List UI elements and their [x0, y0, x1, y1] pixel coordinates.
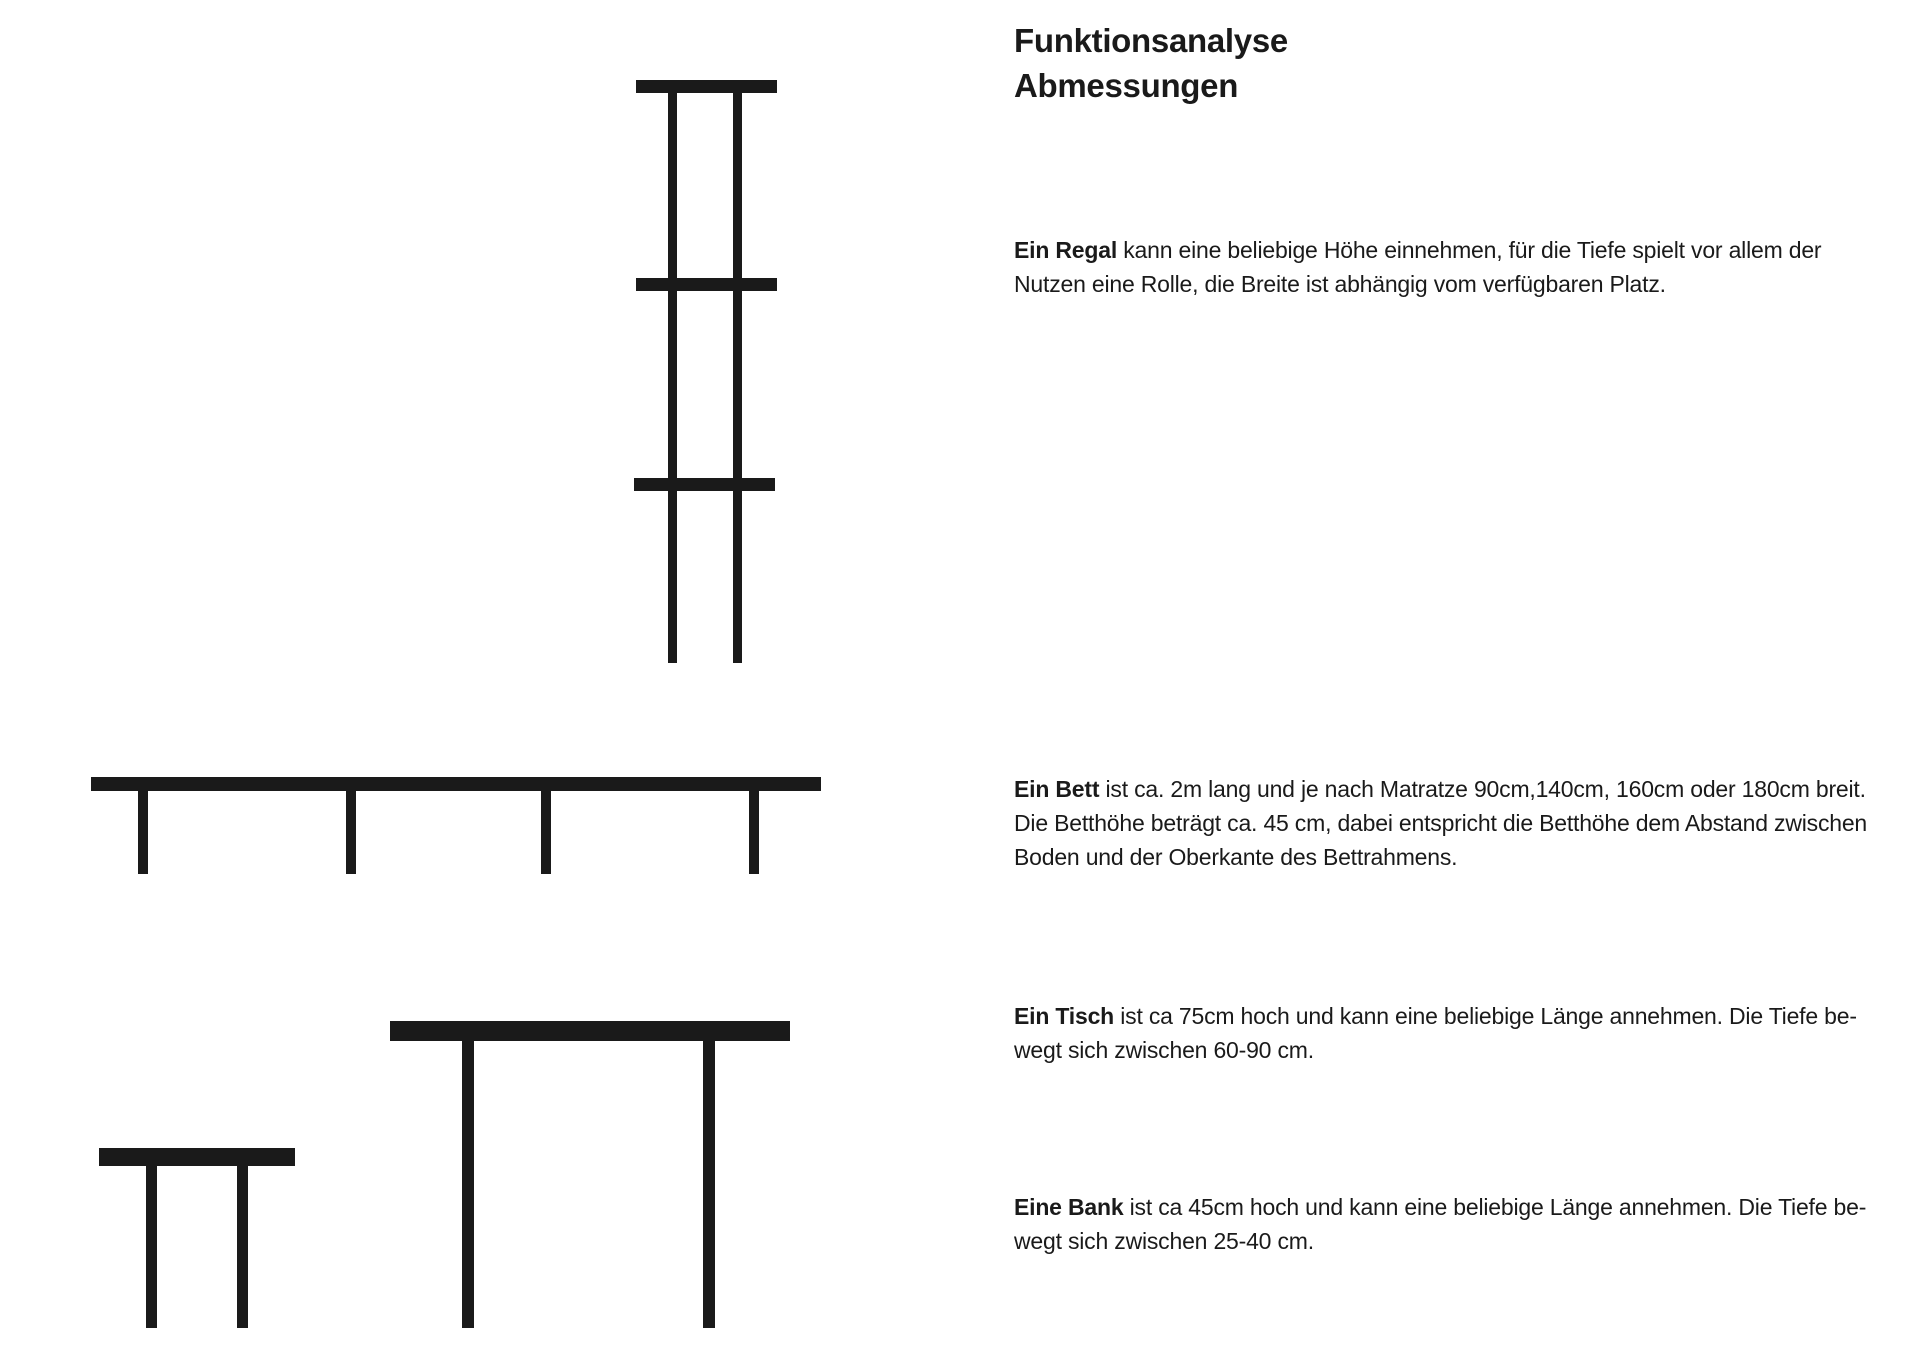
bench-top	[99, 1148, 295, 1166]
bed-frame	[91, 777, 821, 791]
bench-text-line-2: wegt sich zwischen 25-40 cm.	[1014, 1228, 1314, 1254]
shelf-text-line-2: Nutzen eine Rolle, die Breite ist abhängig vom verfügbaren Platz.	[1014, 271, 1666, 297]
shelf-board-middle	[636, 278, 777, 291]
bed-leg	[138, 791, 148, 874]
bed-text-line-3: Boden und der Oberkante des Bettrahmens.	[1014, 844, 1458, 870]
shelf-term: Ein Regal	[1014, 237, 1118, 263]
bench-leg-right	[237, 1166, 248, 1328]
bench-leg-left	[146, 1166, 157, 1328]
title-line-1: Funktionsanalyse	[1014, 22, 1288, 59]
table-top	[390, 1021, 790, 1041]
shelf-description	[1014, 233, 1914, 301]
table-leg-right	[703, 1041, 715, 1328]
bed-leg	[749, 791, 759, 874]
shelf-board-bottom	[634, 478, 775, 491]
page-title	[1014, 18, 1288, 108]
table-text-line-2: wegt sich zwischen 60-90 cm.	[1014, 1037, 1314, 1063]
table-text-line-1: ist ca 75cm hoch und kann eine beliebige Länge annehmen. Die Tiefe be-	[1120, 1003, 1857, 1029]
bed-leg	[346, 791, 356, 874]
bed-term: Ein Bett	[1014, 776, 1100, 802]
bench-description	[1014, 1190, 1914, 1258]
bench-term: Eine Bank	[1014, 1194, 1124, 1220]
bed-text-line-1: ist ca. 2m lang und je nach Matratze 90cm,140cm, 160cm oder 180cm breit.	[1105, 776, 1866, 802]
bed-description	[1014, 772, 1914, 874]
shelf-post-left	[668, 93, 677, 663]
table-term: Ein Tisch	[1014, 1003, 1115, 1029]
bed-leg	[541, 791, 551, 874]
shelf-post-right	[733, 93, 742, 663]
bed-text-line-2: Die Betthöhe beträgt ca. 45 cm, dabei entspricht die Betthöhe dem Abstand zwischen	[1014, 810, 1868, 836]
table-leg-left	[462, 1041, 474, 1328]
shelf-board-top	[636, 80, 777, 93]
table-description	[1014, 999, 1914, 1067]
title-line-2: Abmessungen	[1014, 67, 1239, 104]
shelf-text-line-1: kann eine beliebige Höhe einnehmen, für die Tiefe spielt vor allem der	[1123, 237, 1822, 263]
bench-text-line-1: ist ca 45cm hoch und kann eine beliebige Länge annehmen. Die Tiefe be-	[1129, 1194, 1867, 1220]
